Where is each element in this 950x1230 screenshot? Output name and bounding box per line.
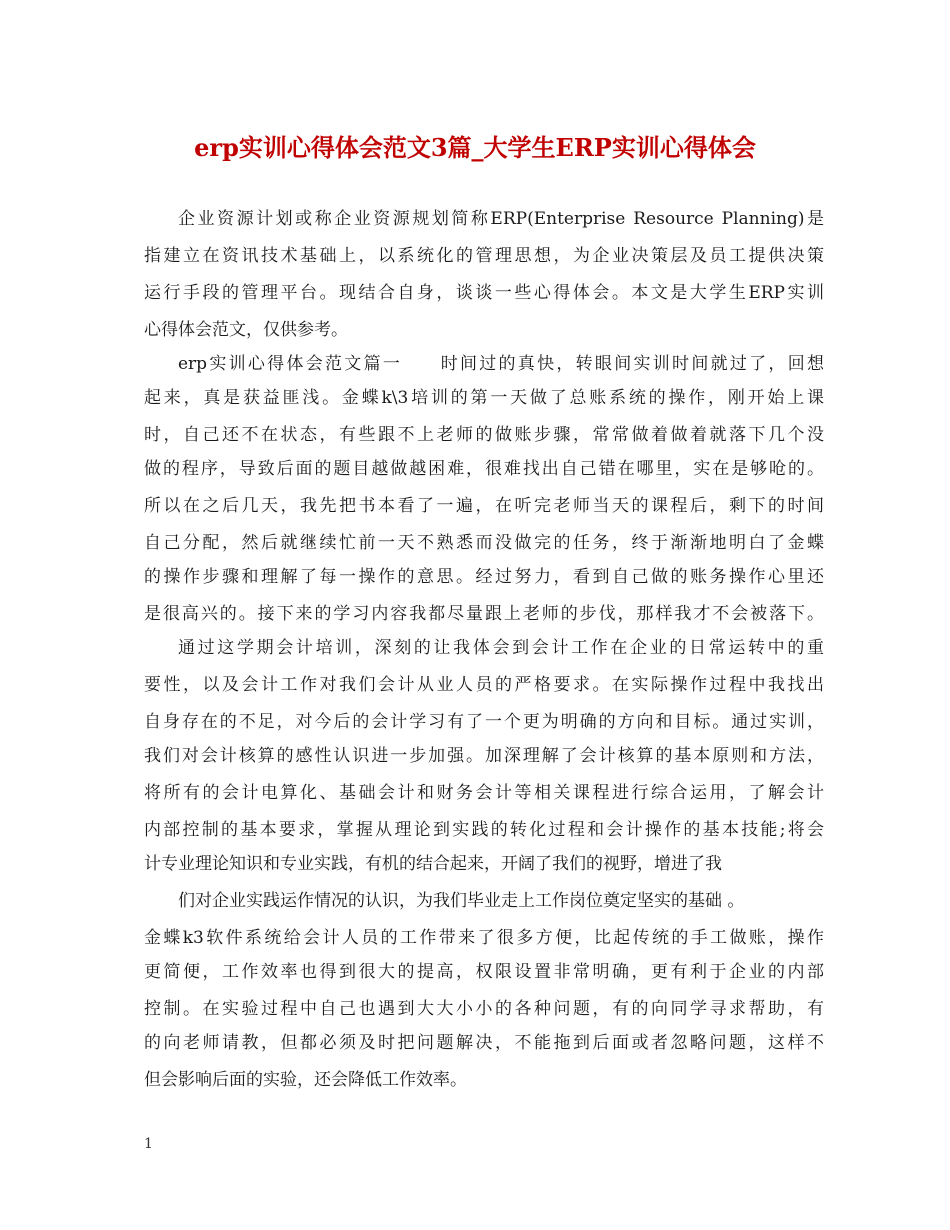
text-line: 是很高兴的。接下来的学习内容我都尽量跟上老师的步伐，那样我才不会被落下。 bbox=[144, 604, 824, 624]
text-line: 金蝶k3软件系统给会计人员的工作带来了很多方便，比起传统的手工做账，操作 bbox=[144, 928, 824, 948]
document-title: erp实训心得体会范文3篇_大学生ERP实训心得体会 bbox=[194, 133, 756, 162]
text-line: 所以在之后几天，我先把书本看了一遍，在听完老师当天的课程后，剩下的时间 bbox=[144, 496, 824, 516]
text-line: 运行手段的管理平台。现结合自身，谈谈一些心得体会。本文是大学生ERP实训 bbox=[144, 283, 824, 303]
text-line: 内部控制的基本要求，掌握从理论到实践的转化过程和会计操作的基本技能;将会 bbox=[144, 820, 824, 840]
text-line: 计专业理论知识和专业实践，有机的结合起来，开阔了我们的视野，增进了我 bbox=[144, 854, 722, 874]
text-line: 自己分配，然后就继续忙前一天不熟悉而没做完的任务，终于渐渐地明白了金蝶 bbox=[144, 533, 824, 553]
text-line: 的向老师请教，但都必须及时把问题解决，不能拖到后面或者忽略问题，这样不 bbox=[144, 1033, 824, 1053]
text-line: 起来，真是获益匪浅。金蝶k\3培训的第一天做了总账系统的操作，刚开始上课 bbox=[144, 388, 824, 408]
text-line: 更简便，工作效率也得到很大的提高，权限设置非常明确，更有利于企业的内部 bbox=[144, 962, 824, 982]
text-line: 控制。在实验过程中自己也遇到大大小小的各种问题，有的向同学寻求帮助，有 bbox=[144, 999, 824, 1019]
text-line: 将所有的会计电算化、基础会计和财务会计等相关课程进行综合运用，了解会计 bbox=[144, 783, 824, 803]
page-number: 1 bbox=[144, 1136, 153, 1152]
text-line: 时，自己还不在状态，有些跟不上老师的做账步骤，常常做着做着就落下几个没 bbox=[144, 425, 824, 445]
text-line: erp实训心得体会范文篇一 时间过的真快，转眼间实训时间就过了，回想 bbox=[178, 354, 824, 374]
text-line: 自身存在的不足，对今后的会计学习有了一个更为明确的方向和目标。通过实训， bbox=[144, 712, 824, 732]
text-line: 我们对会计核算的感性认识进一步加强。加深理解了会计核算的基本原则和方法， bbox=[144, 746, 824, 766]
text-line: 通过这学期会计培训，深刻的让我体会到会计工作在企业的日常运转中的重 bbox=[178, 638, 824, 658]
text-line: 心得体会范文，仅供参考。 bbox=[144, 320, 348, 340]
text-line: 但会影响后面的实验，还会降低工作效率。 bbox=[144, 1070, 467, 1090]
text-line: 做的程序，导致后面的题目越做越困难，很难找出自己错在哪里，实在是够呛的。 bbox=[144, 459, 824, 479]
text-line: 指建立在资讯技术基础上，以系统化的管理思想，为企业决策层及员工提供决策 bbox=[144, 246, 824, 266]
text-line: 企业资源计划或称企业资源规划简称ERP(Enterprise Resource Planning)是 bbox=[178, 209, 824, 229]
text-line: 的操作步骤和理解了每一操作的意思。经过努力，看到自己做的账务操作心里还 bbox=[144, 567, 824, 587]
text-line: 要性，以及会计工作对我们会计从业人员的严格要求。在实际操作过程中我找出 bbox=[144, 675, 824, 695]
text-line: 们对企业实践运作情况的认识，为我们毕业走上工作岗位奠定坚实的基础 。 bbox=[178, 891, 745, 911]
